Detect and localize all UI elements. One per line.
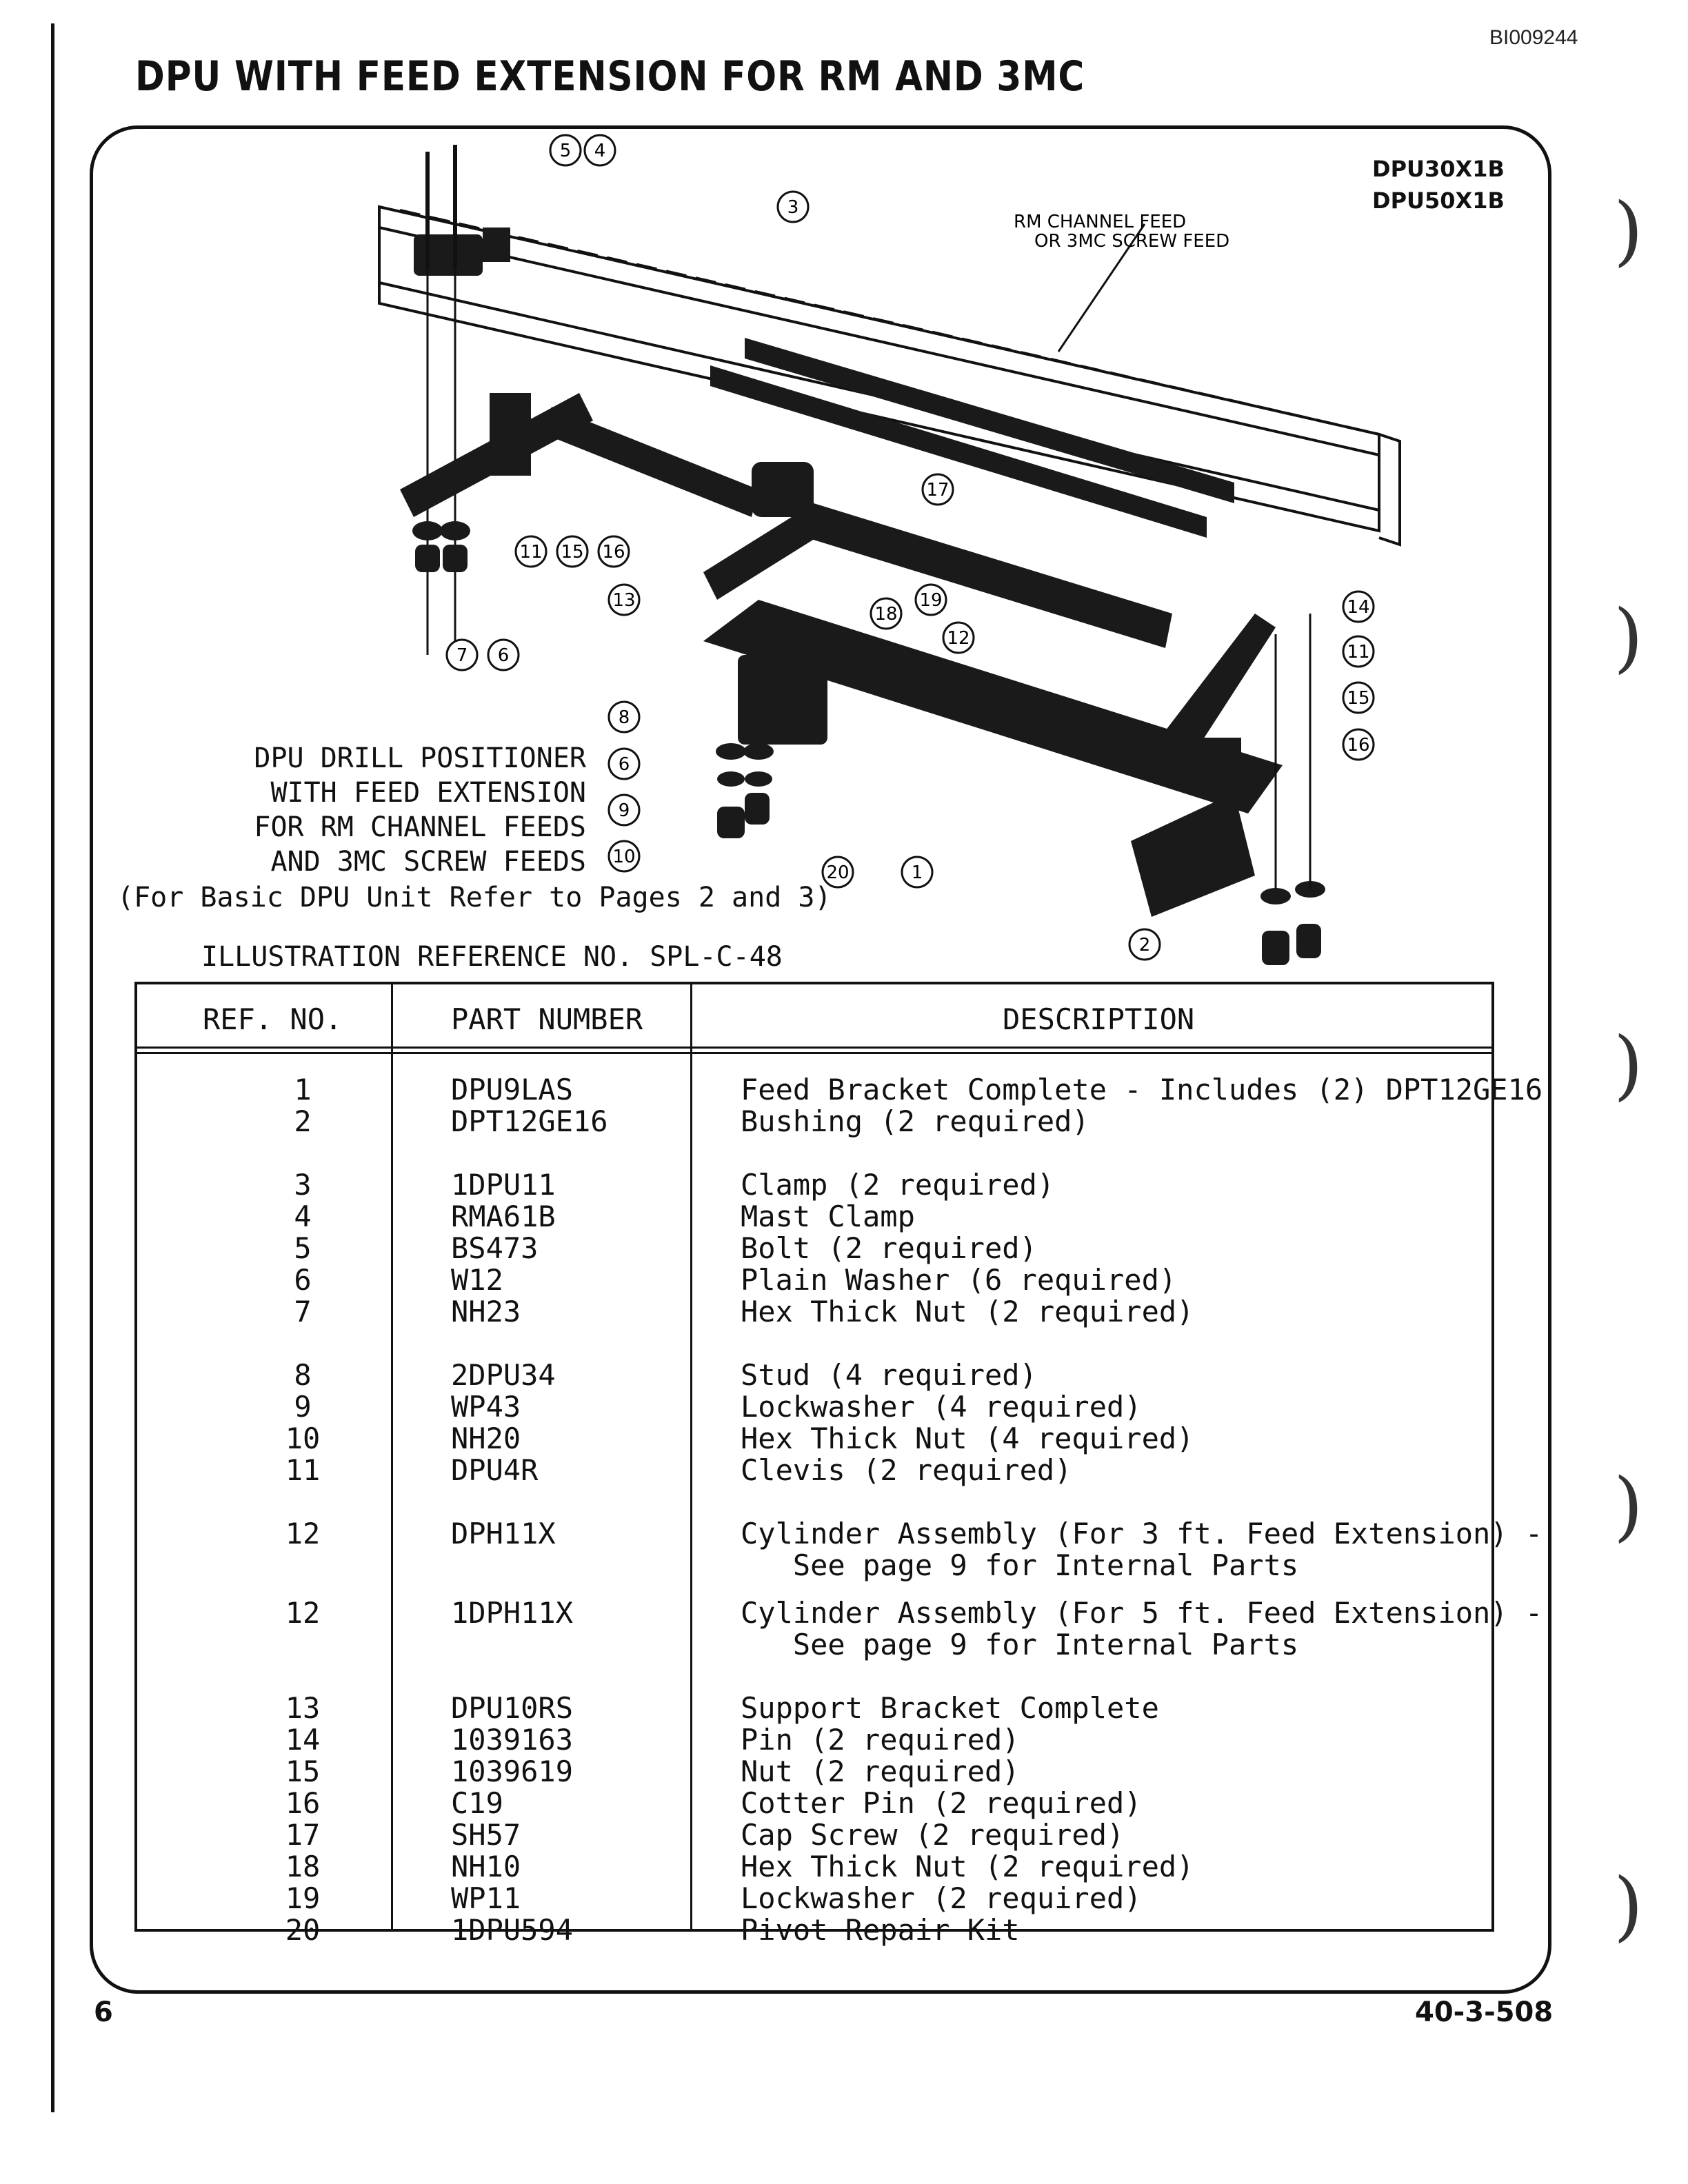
part-number-cell: DPH11X: [451, 1517, 556, 1550]
column-header-part: PART NUMBER: [451, 1002, 643, 1036]
svg-text:19: 19: [919, 590, 943, 611]
table-row: [137, 1073, 1543, 1106]
svg-text:10: 10: [612, 847, 636, 867]
part-number-cell: 1DPH11X: [451, 1596, 574, 1630]
part-number-cell: WP43: [451, 1390, 521, 1424]
ref-cell: 20: [285, 1913, 321, 1947]
part-number-cell: 1039619: [451, 1755, 574, 1788]
part-number-cell: DPT12GE16: [451, 1104, 608, 1138]
caption-line: AND 3MC SCREW FEEDS: [270, 846, 586, 878]
callout-bubble: [599, 536, 629, 567]
binder-hole-mark: ): [1614, 593, 1643, 681]
callout-bubble: [916, 585, 946, 615]
ref-cell: 6: [294, 1263, 312, 1297]
table-row: [137, 1391, 1491, 1423]
part-number-cell: DPU9LAS: [451, 1073, 574, 1106]
svg-text:6: 6: [497, 645, 510, 666]
callout-bubble: [488, 640, 519, 670]
callout-bubble: [609, 702, 639, 732]
feed-label: OR 3MC SCREW FEED: [1034, 231, 1230, 252]
model-code: DPU30X1B: [1372, 156, 1505, 182]
table-row: [137, 1550, 1491, 1581]
ref-cell: 17: [285, 1818, 321, 1852]
description-cell: Lockwasher (4 required): [741, 1390, 1142, 1424]
ref-cell: 14: [285, 1723, 321, 1757]
table-row: [137, 1201, 1491, 1233]
callout-bubble: [1343, 592, 1374, 622]
header-rule: [137, 1052, 1491, 1054]
column-header-description: DESCRIPTION: [1003, 1002, 1195, 1036]
page-number: 6: [94, 1996, 113, 2028]
ref-cell: 16: [285, 1786, 321, 1820]
document-number: 40-3-508: [1415, 1996, 1554, 2028]
table-row: [137, 1296, 1491, 1328]
description-cell: Lockwasher (2 required): [741, 1881, 1142, 1915]
callout-bubble: [550, 135, 581, 165]
svg-text:16: 16: [602, 542, 625, 563]
description-cell: Hex Thick Nut (2 required): [741, 1295, 1194, 1328]
description-cell: Stud (4 required): [741, 1358, 1037, 1392]
callout-bubble: [778, 192, 808, 222]
table-row: [137, 1851, 1491, 1883]
description-cell: Clamp (2 required): [741, 1168, 1055, 1202]
callout-bubble: [447, 640, 477, 670]
part-number-cell: NH10: [451, 1850, 521, 1883]
description-cell: Support Bracket Complete: [741, 1691, 1159, 1725]
table-row: [137, 1359, 1491, 1391]
svg-text:1: 1: [911, 862, 923, 883]
table-row: [137, 1629, 1491, 1661]
part-number-cell: W12: [451, 1263, 503, 1297]
callout-bubble: [923, 474, 953, 505]
caption-line: FOR RM CHANNEL FEEDS: [254, 811, 586, 843]
table-row: [137, 1724, 1491, 1756]
ref-cell: 10: [285, 1422, 321, 1455]
description-cell: Mast Clamp: [741, 1200, 915, 1233]
svg-text:17: 17: [926, 480, 950, 501]
callout-bubble: [516, 536, 546, 567]
ref-cell: 11: [285, 1453, 321, 1487]
callout-bubble: [1343, 636, 1374, 667]
caption-line: DPU DRILL POSITIONER: [254, 742, 586, 774]
ref-cell: 7: [294, 1295, 312, 1328]
ref-cell: 2: [294, 1104, 312, 1138]
binding-rule: [51, 23, 54, 2112]
part-number-cell: DPU10RS: [451, 1691, 574, 1725]
table-row: [137, 1596, 1543, 1630]
description-cell: Feed Bracket Complete - Includes (2) DPT12GE16: [741, 1073, 1543, 1106]
ref-cell: 4: [294, 1200, 312, 1233]
ref-cell: 1: [294, 1073, 312, 1106]
table-row: [137, 1233, 1491, 1264]
part-number-cell: BS473: [451, 1231, 539, 1265]
document-id: BI009244: [1489, 26, 1578, 49]
svg-text:11: 11: [1347, 642, 1370, 663]
parts-table: [134, 982, 1543, 1947]
svg-text:6: 6: [618, 754, 630, 775]
table-row: [137, 1883, 1491, 1914]
svg-text:15: 15: [561, 542, 584, 563]
description-cell: Hex Thick Nut (2 required): [741, 1850, 1194, 1883]
svg-text:4: 4: [594, 141, 606, 161]
table-row: [137, 1517, 1543, 1550]
description-cell: Cylinder Assembly (For 3 ft. Feed Extension) -: [741, 1517, 1543, 1550]
callout-bubble: [902, 857, 932, 887]
header-rule: [137, 1046, 1491, 1049]
table-row: [137, 1106, 1491, 1138]
ref-cell: 13: [285, 1691, 321, 1725]
svg-text:12: 12: [947, 628, 970, 649]
table-row: [137, 1169, 1491, 1201]
part-number-cell: 1039163: [451, 1723, 574, 1757]
description-cell: See page 9 for Internal Parts: [741, 1628, 1299, 1661]
ref-cell: 12: [285, 1596, 321, 1630]
part-number-cell: NH20: [451, 1422, 521, 1455]
table-row: [137, 1455, 1491, 1486]
callout-bubble: [1343, 729, 1374, 760]
binder-hole-mark: ): [1614, 186, 1643, 274]
ref-cell: 8: [294, 1358, 312, 1392]
callout-bubble: [943, 623, 974, 653]
description-cell: Pin (2 required): [741, 1723, 1020, 1757]
callout-bubble: [1129, 929, 1160, 960]
description-cell: Clevis (2 required): [741, 1453, 1072, 1487]
part-number-cell: SH57: [451, 1818, 521, 1852]
svg-text:8: 8: [618, 707, 630, 728]
ref-cell: 12: [285, 1517, 321, 1550]
description-cell: Plain Washer (6 required): [741, 1263, 1177, 1297]
column-header-ref: REF. NO.: [203, 1002, 343, 1036]
description-cell: Nut (2 required): [741, 1755, 1020, 1788]
table-row: [137, 1423, 1491, 1455]
svg-text:7: 7: [456, 645, 468, 666]
feed-label: RM CHANNEL FEED: [1014, 212, 1187, 232]
description-cell: Bushing (2 required): [741, 1104, 1089, 1138]
table-row: [137, 1914, 1491, 1946]
part-number-cell: DPU4R: [451, 1453, 539, 1487]
svg-text:15: 15: [1347, 688, 1370, 709]
diagram-caption: [117, 741, 832, 915]
ref-cell: 15: [285, 1755, 321, 1788]
part-number-cell: 1DPU594: [451, 1913, 574, 1947]
part-number-cell: 2DPU34: [451, 1358, 556, 1392]
svg-text:11: 11: [519, 542, 543, 563]
svg-text:2: 2: [1138, 935, 1151, 956]
binder-hole-mark: ): [1614, 1020, 1643, 1109]
callout-bubble: [609, 585, 639, 615]
part-number-cell: 1DPU11: [451, 1168, 556, 1202]
table-row: [137, 1819, 1491, 1851]
description-cell: Cap Screw (2 required): [741, 1818, 1125, 1852]
table-row: [137, 1264, 1491, 1296]
svg-text:13: 13: [612, 590, 636, 611]
ref-cell: 5: [294, 1231, 312, 1265]
svg-text:16: 16: [1347, 735, 1370, 756]
callout-bubble: [585, 135, 615, 165]
svg-text:14: 14: [1347, 597, 1370, 618]
callout-bubble: [557, 536, 587, 567]
description-cell: Hex Thick Nut (4 required): [741, 1422, 1194, 1455]
ref-cell: 19: [285, 1881, 321, 1915]
binder-hole-mark: ): [1614, 1462, 1643, 1550]
table-row: [137, 1756, 1491, 1788]
caption-note: (For Basic DPU Unit Refer to Pages 2 and 3): [117, 882, 832, 913]
description-cell: Cylinder Assembly (For 5 ft. Feed Extension) -: [741, 1596, 1543, 1630]
caption-line: WITH FEED EXTENSION: [270, 777, 586, 809]
description-cell: Pivot Repair Kit: [741, 1913, 1020, 1947]
table-row: [137, 1692, 1491, 1724]
illustration-reference: ILLUSTRATION REFERENCE NO. SPL-C-48: [201, 941, 783, 973]
svg-text:5: 5: [559, 141, 572, 161]
ref-cell: 3: [294, 1168, 312, 1202]
ref-cell: 9: [294, 1390, 312, 1424]
binder-hole-mark: ): [1614, 1861, 1643, 1950]
page-title: DPU WITH FEED EXTENSION FOR RM AND 3MC: [135, 52, 1085, 101]
svg-text:18: 18: [874, 604, 898, 625]
part-number-cell: WP11: [451, 1881, 521, 1915]
part-number-cell: RMA61B: [451, 1200, 556, 1233]
description-cell: Bolt (2 required): [741, 1231, 1037, 1265]
rm-channel-feed-rail: [379, 207, 1400, 545]
description-cell: See page 9 for Internal Parts: [741, 1548, 1299, 1582]
support-bracket-left: [400, 393, 593, 517]
ref-cell: 18: [285, 1850, 321, 1883]
callout-bubble: [1343, 682, 1374, 713]
svg-text:20: 20: [826, 862, 850, 883]
description-cell: Cotter Pin (2 required): [741, 1786, 1142, 1820]
table-row: [137, 1788, 1491, 1819]
svg-text:3: 3: [787, 197, 799, 218]
callout-bubble: [871, 598, 901, 629]
part-number-cell: C19: [451, 1786, 503, 1820]
model-code: DPU50X1B: [1372, 188, 1505, 214]
part-number-cell: NH23: [451, 1295, 521, 1328]
svg-text:9: 9: [618, 800, 630, 821]
